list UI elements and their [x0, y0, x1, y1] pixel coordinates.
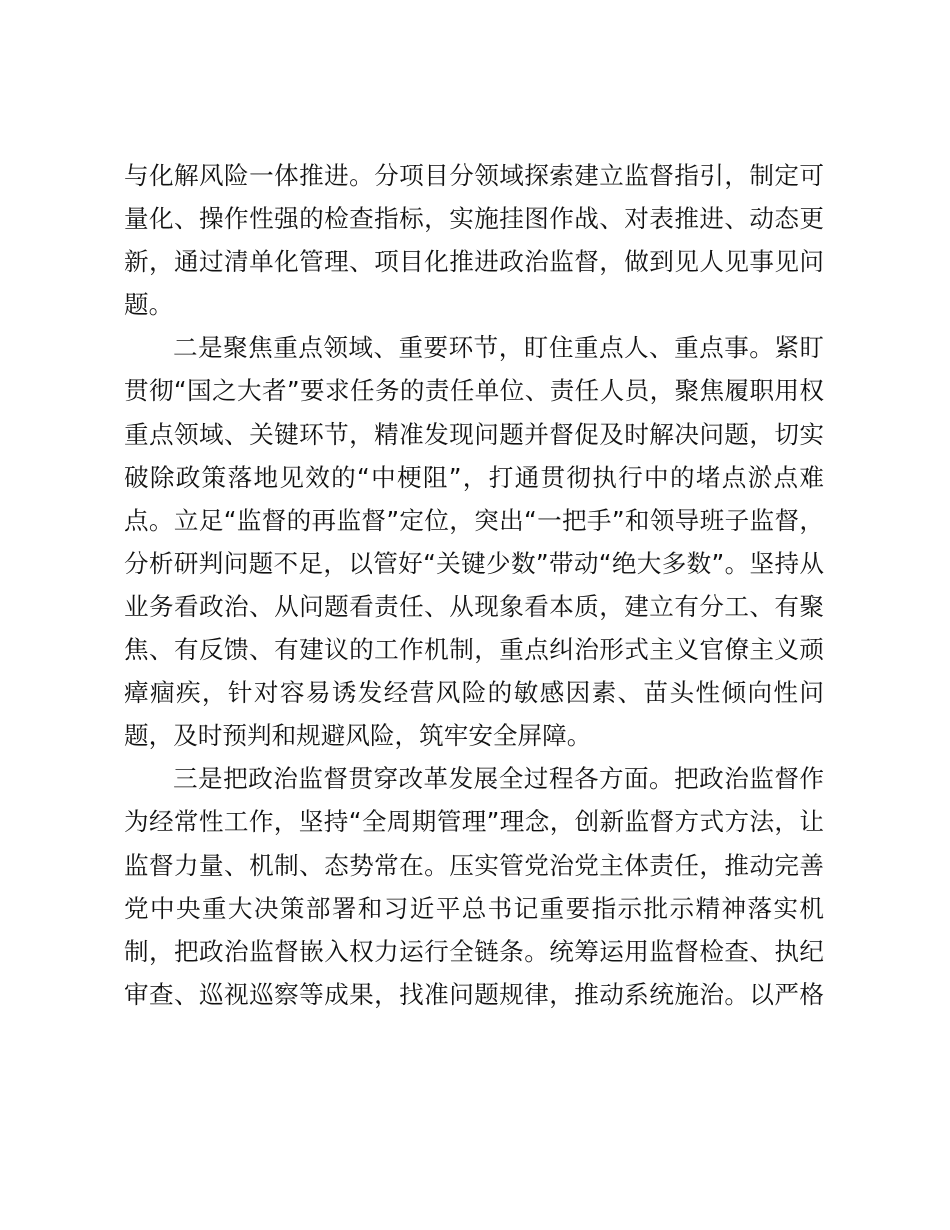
text-line: 贯彻“国之大者”要求任务的责任单位、责任人员，聚焦履职用权	[124, 376, 824, 406]
text-line: 党中央重大决策部署和习近平总书记重要指示批示精神落实机	[124, 893, 824, 923]
text-line: 与化解风险一体推进。分项目分领域探索建立监督指引，制定可	[124, 161, 824, 190]
text-line: 审查、巡视巡察等成果，找准问题规律，推动系统施治。以严格	[124, 979, 824, 1009]
text-line: 题。	[124, 290, 174, 320]
text-line: 焦、有反馈、有建议的工作机制，重点纠治形式主义官僚主义顽	[124, 635, 824, 665]
text-line: 重点领域、关键环节，精准发现问题并督促及时解决问题，切实	[124, 419, 824, 449]
text-line: 业务看政治、从问题看责任、从现象看本质，建立有分工、有聚	[124, 591, 824, 621]
text-line: 量化、操作性强的检查指标，实施挂图作战、对表推进、动态更	[124, 204, 824, 234]
text-line: 制，把政治监督嵌入权力运行全链条。统筹运用监督检查、执纪	[124, 936, 824, 966]
paragraph-start-line: 三是把政治监督贯穿改革发展全过程各方面。把政治监督作	[173, 764, 824, 794]
text-line: 瘴痼疾，针对容易诱发经营风险的敏感因素、苗头性倾向性问	[124, 678, 824, 708]
text-line: 破除政策落地见效的“中梗阻”，打通贯彻执行中的堵点淤点难	[124, 462, 824, 492]
text-line: 监督力量、机制、态势常在。压实管党治党主体责任，推动完善	[124, 850, 824, 880]
body-text	[124, 154, 824, 1016]
text-line: 为经常性工作，坚持“全周期管理”理念，创新监督方式方法，让	[124, 807, 824, 837]
text-line: 点。立足“监督的再监督”定位，突出“一把手”和领导班子监督，	[124, 505, 824, 535]
paragraph-start-line: 二是聚焦重点领域、重要环节，盯住重点人、重点事。紧盯	[173, 333, 824, 363]
text-line: 分析研判问题不足，以管好“关键少数”带动“绝大多数”。坚持从	[124, 548, 824, 578]
text-line: 新，通过清单化管理、项目化推进政治监督，做到见人见事见问	[124, 247, 824, 277]
text-line: 题，及时预判和规避风险，筑牢安全屏障。	[124, 721, 592, 751]
